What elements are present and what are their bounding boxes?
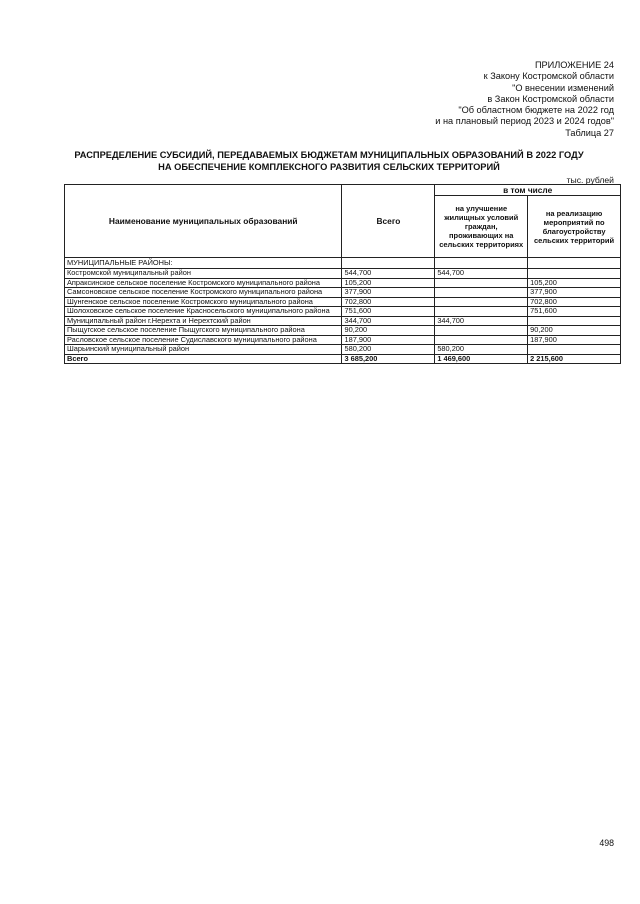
section-label: МУНИЦИПАЛЬНЫЕ РАЙОНЫ: bbox=[65, 258, 342, 269]
document-title bbox=[40, 150, 618, 173]
row-housing bbox=[435, 297, 528, 307]
row-name: Самсоновское сельское поселение Костромского муниципального района bbox=[65, 288, 342, 298]
row-total: 344,700 bbox=[342, 316, 435, 326]
row-total: 544,700 bbox=[342, 269, 435, 279]
row-improvement bbox=[528, 269, 621, 279]
row-improvement: 105,200 bbox=[528, 278, 621, 288]
row-improvement: 751,600 bbox=[528, 307, 621, 317]
page-number: 498 bbox=[599, 838, 614, 848]
row-housing bbox=[435, 288, 528, 298]
row-improvement: 377,900 bbox=[528, 288, 621, 298]
row-improvement: 187,900 bbox=[528, 335, 621, 345]
appendix-line: и на плановый период 2023 и 2024 годов" bbox=[435, 116, 614, 127]
header-name: Наименование муниципальных образований bbox=[65, 185, 342, 258]
appendix-line: к Закону Костромской области bbox=[483, 71, 614, 82]
appendix-header bbox=[354, 60, 614, 139]
header-improvement: на реализацию мероприятий по благоустройству сельских территорий bbox=[528, 196, 621, 258]
row-improvement bbox=[528, 345, 621, 355]
row-improvement: 702,800 bbox=[528, 297, 621, 307]
total-value: 3 685,200 bbox=[342, 354, 435, 364]
row-name: Шунгенское сельское поселение Костромского муниципального района bbox=[65, 297, 342, 307]
table-row bbox=[65, 269, 621, 279]
table-number: Таблица 27 bbox=[565, 127, 614, 138]
row-total: 702,800 bbox=[342, 297, 435, 307]
title-line-1: РАСПРЕДЕЛЕНИЕ СУБСИДИЙ, ПЕРЕДАВАЕМЫХ БЮДЖЕТАМ МУНИЦИПАЛЬНЫХ ОБРАЗОВАНИЙ В 2022 ГОДУ bbox=[74, 150, 584, 160]
row-housing bbox=[435, 278, 528, 288]
row-housing bbox=[435, 307, 528, 317]
table-row bbox=[65, 326, 621, 336]
row-total: 751,600 bbox=[342, 307, 435, 317]
row-housing: 344,700 bbox=[435, 316, 528, 326]
row-total: 105,200 bbox=[342, 278, 435, 288]
row-total: 187,900 bbox=[342, 335, 435, 345]
header-including: в том числе bbox=[435, 185, 621, 196]
row-housing: 544,700 bbox=[435, 269, 528, 279]
appendix-line: "Об областном бюджете на 2022 год bbox=[458, 105, 614, 116]
total-row bbox=[65, 354, 621, 364]
row-name: Муниципальный район г.Нерехта и Нерехтский район bbox=[65, 316, 342, 326]
table-row bbox=[65, 307, 621, 317]
row-total: 580,200 bbox=[342, 345, 435, 355]
table-row bbox=[65, 345, 621, 355]
table-row bbox=[65, 288, 621, 298]
row-name: Пыщугское сельское поселение Пыщугского муниципального района bbox=[65, 326, 342, 336]
appendix-line: в Закон Костромской области bbox=[487, 93, 614, 104]
title-line-2: НА ОБЕСПЕЧЕНИЕ КОМПЛЕКСНОГО РАЗВИТИЯ СЕЛЬСКИХ ТЕРРИТОРИЙ bbox=[158, 161, 500, 172]
row-improvement: 90,200 bbox=[528, 326, 621, 336]
row-total: 377,900 bbox=[342, 288, 435, 298]
row-name: Костромской муниципальный район bbox=[65, 269, 342, 279]
row-total: 90,200 bbox=[342, 326, 435, 336]
header-total: Всего bbox=[342, 185, 435, 258]
row-name: Расловское сельское поселение Судиславского муниципального района bbox=[65, 335, 342, 345]
row-name: Шарьинский муниципальный район bbox=[65, 345, 342, 355]
total-improvement: 2 215,600 bbox=[528, 354, 621, 364]
row-housing bbox=[435, 326, 528, 336]
appendix-line: "О внесении изменений bbox=[512, 82, 614, 93]
appendix-line: ПРИЛОЖЕНИЕ 24 bbox=[534, 60, 614, 70]
subsidy-table bbox=[64, 184, 621, 364]
header-housing: на улучшение жилищных условий граждан, проживающих на сельских территориях bbox=[435, 196, 528, 258]
units-label: тыс. рублей bbox=[566, 175, 614, 185]
row-housing: 580,200 bbox=[435, 345, 528, 355]
row-name: Шолоховское сельское поселение Красносельского муниципального района bbox=[65, 307, 342, 317]
total-housing: 1 469,600 bbox=[435, 354, 528, 364]
total-label: Всего bbox=[65, 354, 342, 364]
row-name: Апраксинское сельское поселение Костромского муниципального района bbox=[65, 278, 342, 288]
